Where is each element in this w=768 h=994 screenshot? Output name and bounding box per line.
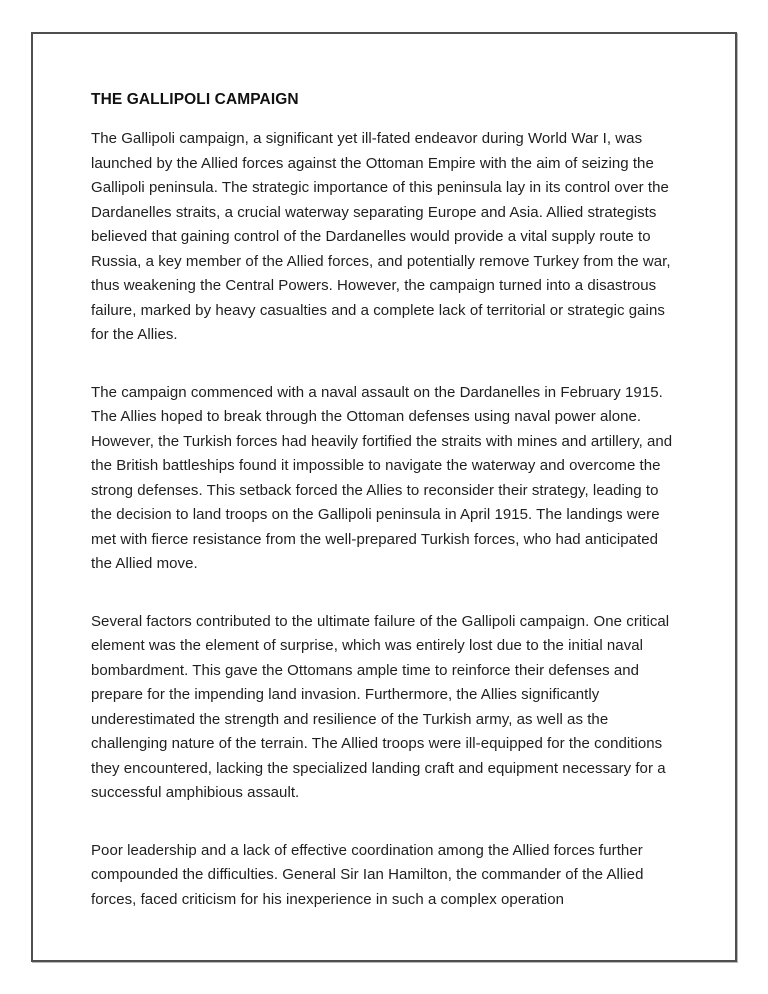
paragraph-leadership: Poor leadership and a lack of effective coordination among the Allied forces further compounded the difficulties. General Sir Ian Hamilton, the commander of the Allied forces, faced criticism for his inexperience in such a complex operation [91, 841, 644, 908]
document-content [33, 34, 735, 912]
document-title: THE GALLIPOLI CAMPAIGN [91, 91, 299, 108]
document-page [31, 32, 737, 962]
paragraph-failure-factors: Several factors contributed to the ultimate failure of the Gallipoli campaign. One critical element was the element of surprise, which was entirely lost due to the initial naval bombardment. This gave the Ottomans ample time to reinforce their defenses and prepare for the impending land invasion. Furthermore, the Allies significantly underestimated the strength and resilience of the Turkish army, as well as the challenging nature of the terrain. The Allied troops were ill-equipped for the conditions they encountered, lacking the specialized landing craft and equipment necessary for a successful amphibious assault. [91, 612, 670, 801]
paragraph-naval-assault: The campaign commenced with a naval assault on the Dardanelles in February 1915. The Allies hoped to break through the Ottoman defenses using naval power alone. However, the Turkish forces had heavily fortified the straits with mines and artillery, and the British battleships found it impossible to navigate the waterway and overcome the strong defenses. This setback forced the Allies to reconsider their strategy, leading to the decision to land troops on the Gallipoli peninsula in April 1915. The landings were met with fierce resistance from the well-prepared Turkish forces, who had anticipated the Allied move. [91, 383, 673, 572]
paragraph-overview: The Gallipoli campaign, a significant yet ill-fated endeavor during World War I, was launched by the Allied forces against the Ottoman Empire with the aim of seizing the Gallipoli peninsula. The strategic importance of this peninsula lay in its control over the Dardanelles straits, a crucial waterway separating Europe and Asia. Allied strategists believed that gaining control of the Dardanelles would provide a vital supply route to Russia, a key member of the Allied forces, and potentially remove Turkey from the war, thus weakening the Central Powers. However, the campaign turned into a disastrous failure, marked by heavy casualties and a complete lack of territorial or strategic gains for the Allies. [91, 130, 671, 343]
